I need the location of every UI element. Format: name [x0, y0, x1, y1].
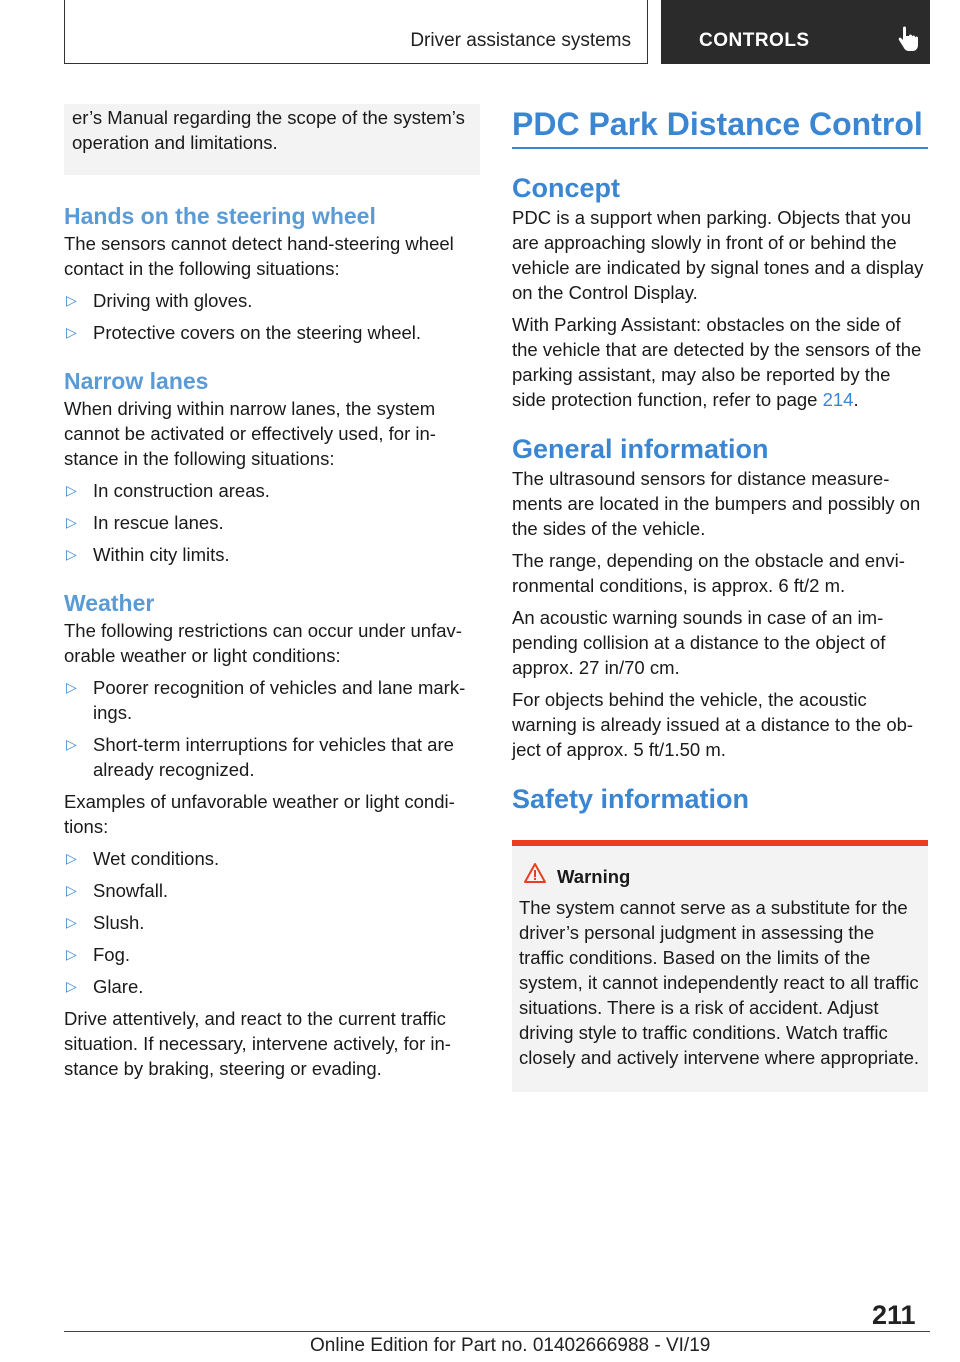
hands-list: [64, 288, 480, 345]
triangle-bullet-icon: ▷: [66, 882, 77, 898]
list-item: ▷ Fog.: [66, 944, 131, 965]
chapter-title: CONTROLS: [699, 30, 810, 51]
general-heading: General information: [512, 434, 769, 464]
footer-rule: [64, 1331, 930, 1332]
list-item: ▷ Within city limits.: [66, 544, 230, 565]
weather-examples-list: [64, 846, 480, 999]
narrow-list: [64, 478, 480, 567]
general-p2: The range, depending on the obstacle and environmental conditions, is approx. 6 ft/2 m.: [512, 550, 905, 596]
list-item: ▷ In construction areas.: [66, 480, 270, 501]
triangle-bullet-icon: ▷: [66, 978, 77, 994]
pointing-hand-icon: [897, 26, 919, 52]
general-p1: The ultrasound sensors for distance measurements are located in the bumpers and possibly on the sides of the vehicle.: [512, 468, 921, 539]
triangle-bullet-icon: ▷: [66, 324, 77, 340]
triangle-bullet-icon: ▷: [66, 482, 77, 498]
general-p4: For objects behind the vehicle, the acoustic warning is already issued at a distance to the object of approx. 5 ft/1.50 m.: [512, 689, 914, 760]
list-item: ▷ Slush.: [66, 912, 145, 933]
triangle-bullet-icon: ▷: [66, 736, 77, 752]
warning-box: [512, 840, 928, 1092]
triangle-bullet-icon: ▷: [66, 514, 77, 530]
triangle-bullet-icon: ▷: [66, 292, 77, 308]
section-title: Driver assistance systems: [410, 30, 631, 51]
list-item: ▷ Glare.: [66, 976, 144, 997]
list-item: ▷ Snowfall.: [66, 880, 169, 901]
right-column: [512, 104, 928, 1092]
page-title: PDC Park Distance Control: [512, 106, 923, 142]
narrow-heading: Narrow lanes: [64, 368, 209, 394]
concept-p2: With Parking Assistant: obstacles on the side of the vehicle that are detected by the sensors of the parking assistant, may also be reported by the side protection function, refer to page 214.: [512, 314, 922, 410]
note-box: [64, 104, 480, 175]
list-item: ▷ Wet conditions.: [66, 848, 220, 869]
triangle-bullet-icon: ▷: [66, 679, 77, 695]
list-item: ▷ Protective covers on the steering wheel.: [66, 322, 422, 343]
warning-triangle-icon: [523, 862, 547, 884]
weather-text: The following restrictions can occur under unfavorable weather or light conditions:: [64, 620, 462, 666]
left-column: [64, 104, 480, 1081]
weather-list: [64, 675, 480, 782]
list-item: ▷ Poorer recognition of vehicles and lane markings.: [66, 677, 466, 723]
title-rule: [512, 147, 928, 149]
weather-heading: Weather: [64, 590, 155, 616]
narrow-text: When driving within narrow lanes, the system cannot be activated or effectively used, for instance in the following situations:: [64, 398, 436, 469]
header-chapter-box: [661, 0, 930, 64]
list-item: ▷ Short-term interruptions for vehicles that are already recognized.: [66, 734, 454, 780]
page-link[interactable]: 214: [822, 389, 854, 410]
header-section-box: [64, 0, 648, 64]
page-header: [64, 0, 930, 64]
warning-text: The system cannot serve as a substitute for the driver’s personal judgment in assessing the traffic conditions. Based on the limits of the system, it cannot independently react to all traffic situations. There is a risk of accident. Adjust driving style to traffic conditions. Watch traffic closely and actively intervene where appropriate.: [519, 897, 920, 1068]
list-item: ▷ In rescue lanes.: [66, 512, 224, 533]
hands-heading: Hands on the steering wheel: [64, 203, 376, 229]
weather-closing-text: Drive attentively, and react to the current traffic situation. If necessary, intervene actively, for instance by braking, steering or evading.: [64, 1008, 451, 1079]
note-text: er’s Manual regarding the scope of the system’s operation and limitations.: [72, 107, 465, 153]
list-item: ▷ Driving with gloves.: [66, 290, 253, 311]
general-p3: An acoustic warning sounds in case of an impending collision at a distance to the object of approx. 27 in/70 cm.: [512, 607, 886, 678]
weather-examples-text: Examples of unfavorable weather or light conditions:: [64, 791, 455, 837]
concept-heading: Concept: [512, 173, 620, 203]
safety-heading: Safety information: [512, 784, 750, 814]
page-number: 211: [872, 1300, 916, 1330]
triangle-bullet-icon: ▷: [66, 850, 77, 866]
hands-text: The sensors cannot detect hand-steering wheel contact in the following situations:: [64, 233, 454, 279]
edition-text: Online Edition for Part no. 01402666988 - VI/19: [310, 1335, 711, 1356]
triangle-bullet-icon: ▷: [66, 946, 77, 962]
triangle-bullet-icon: ▷: [66, 914, 77, 930]
triangle-bullet-icon: ▷: [66, 546, 77, 562]
concept-p1: PDC is a support when parking. Objects that you are approaching slowly in front of or behind the vehicle are indicated by signal tones and a display on the Control Display.: [512, 207, 924, 303]
warning-title: Warning: [519, 864, 921, 889]
